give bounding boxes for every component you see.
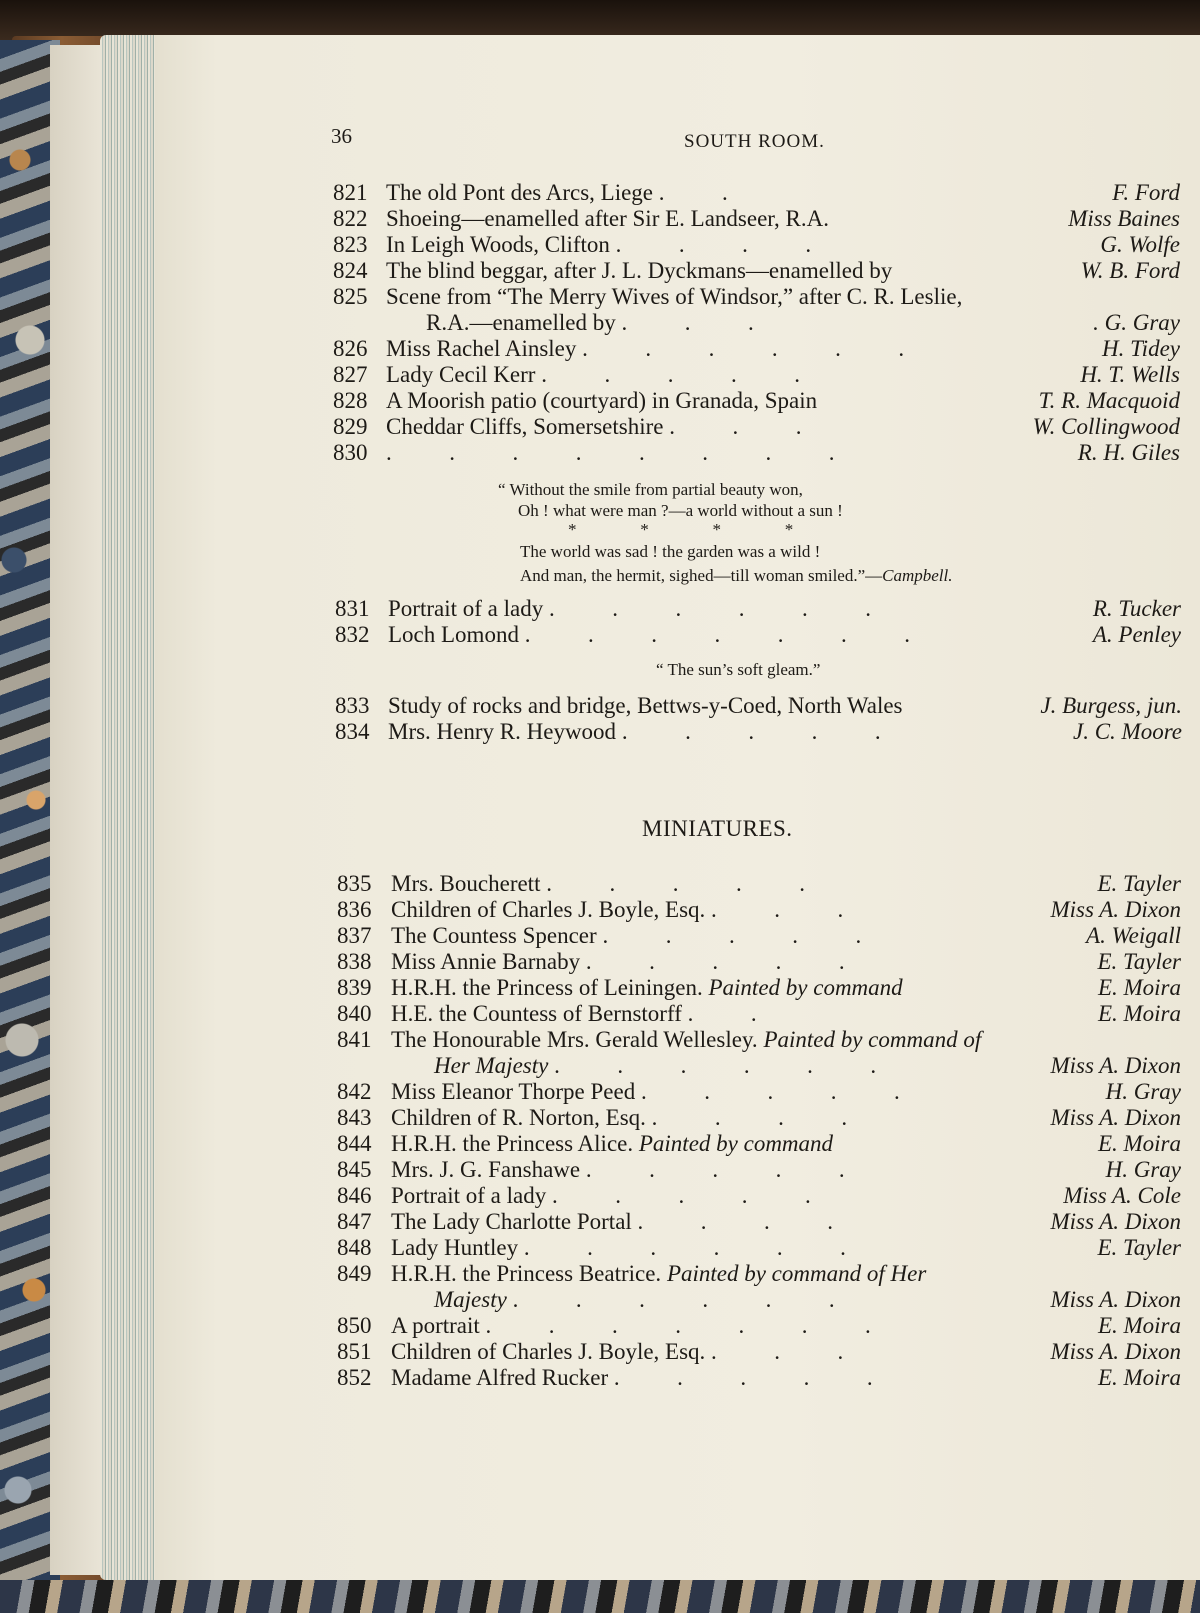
marbled-endpaper-bottom — [0, 1580, 1200, 1613]
entry-title-line — [386, 388, 817, 414]
entry-number: 821 — [333, 180, 368, 205]
entry-title-line — [434, 1287, 835, 1313]
entry-artist: T. R. Macquoid — [1038, 388, 1180, 413]
dot-leaders: . . . — [711, 897, 844, 922]
entry-number: 833 — [335, 693, 370, 718]
catalogue-entry — [0, 949, 1200, 977]
entry-number: 829 — [333, 414, 368, 439]
entry-title: The Lady Charlotte Portal — [391, 1209, 632, 1234]
entry-artist: W. B. Ford — [1080, 258, 1180, 283]
quote-line: “ Without the smile from partial beauty won, — [498, 480, 803, 499]
entry-title-line — [391, 1027, 981, 1053]
dot-leaders: . . — [687, 1001, 757, 1026]
quote-line — [520, 566, 953, 586]
dot-leaders: . . . . . — [541, 362, 800, 387]
entry-artist: A. Penley — [1092, 622, 1181, 647]
entry-artist: E. Moira — [1097, 1365, 1181, 1390]
entry-title: The Countess Spencer — [391, 923, 597, 948]
catalogue-entry — [0, 1261, 1200, 1289]
entry-title: Children of Charles J. Boyle, Esq. — [391, 897, 706, 922]
catalogue-entry — [0, 1339, 1200, 1367]
entry-title: Portrait of a lady — [391, 1183, 547, 1208]
entry-title-continuation: Her Majesty — [434, 1053, 549, 1078]
entry-title-line — [391, 897, 843, 923]
quote-line: “ The sun’s soft gleam.” — [656, 660, 821, 679]
entry-artist: A. Weigall — [1086, 923, 1181, 948]
entry-title: Portrait of a lady — [388, 596, 544, 621]
entry-title-line — [391, 1209, 833, 1235]
entry-artist: G. Wolfe — [1100, 232, 1180, 257]
dot-leaders: . . . — [711, 1339, 844, 1364]
entry-artist: Miss A. Dixon — [1050, 1339, 1181, 1364]
entry-title: Mrs. J. G. Fanshawe — [391, 1157, 581, 1182]
entry-title-line — [391, 975, 903, 1001]
entry-artist: E. Moira — [1097, 1001, 1181, 1026]
entry-title: Lady Cecil Kerr — [386, 362, 536, 387]
entry-artist: Miss A. Cole — [1063, 1183, 1181, 1208]
catalogue-entry — [0, 232, 1200, 260]
entry-title: Children of Charles J. Boyle, Esq. — [391, 1339, 706, 1364]
entry-title: In Leigh Woods, Clifton — [386, 232, 610, 257]
entry-number: 845 — [337, 1157, 372, 1182]
catalogue-entry — [0, 180, 1200, 208]
entry-number: 823 — [333, 232, 368, 257]
entry-title-line — [391, 1235, 846, 1261]
entry-title-line — [391, 1001, 757, 1027]
dot-leaders: . . . . . — [621, 719, 881, 744]
catalogue-entry — [0, 1235, 1200, 1263]
entry-number: 841 — [337, 1027, 372, 1052]
catalogue-entry — [0, 975, 1200, 1003]
entry-number: 835 — [337, 871, 372, 896]
entry-number: 822 — [333, 206, 368, 231]
entry-number: 825 — [333, 284, 368, 309]
dot-leaders: . . . . . . . . — [386, 440, 835, 465]
entry-title-line — [391, 1183, 811, 1209]
catalogue-entry — [0, 414, 1200, 442]
dot-leaders: . . . . — [615, 232, 812, 257]
entry-number: 828 — [333, 388, 368, 413]
dot-leaders: . . . . — [651, 1105, 848, 1130]
catalogue-entry — [0, 206, 1200, 234]
dot-leaders: . . . . . . — [582, 336, 905, 361]
catalogue-entry — [0, 362, 1200, 390]
catalogue-entry — [0, 440, 1200, 468]
entry-number: 839 — [337, 975, 372, 1000]
entry-number: 842 — [337, 1079, 372, 1104]
entry-number: 850 — [337, 1313, 372, 1338]
miniatures-heading: MINIATURES. — [642, 816, 793, 841]
entry-title-line — [426, 310, 754, 336]
dot-leaders: . . . . . — [613, 1365, 873, 1390]
dot-leaders: . . . — [669, 414, 802, 439]
catalogue-entry — [0, 897, 1200, 925]
entry-title-line — [391, 1131, 833, 1157]
entry-title: H.R.H. the Princess Beatrice. — [391, 1261, 662, 1286]
entry-title-line — [386, 362, 800, 388]
entry-title: A Moorish patio (courtyard) in Granada, Spain — [386, 388, 818, 413]
entry-title-line — [434, 1053, 876, 1079]
entry-number: 830 — [333, 440, 368, 465]
quote-line: The world was sad ! the garden was a wild ! — [520, 542, 821, 561]
entry-title: Miss Rachel Ainsley — [386, 336, 577, 361]
catalogue-entry — [0, 871, 1200, 899]
entry-title: Study of rocks and bridge, Bettws-y-Coed, North Wales — [388, 693, 903, 718]
catalogue-entry — [0, 923, 1200, 951]
entry-artist: Miss A. Dixon — [1050, 1209, 1181, 1234]
entry-artist: R. Tucker — [1092, 596, 1181, 621]
catalogue-entry — [0, 1105, 1200, 1133]
entry-number: 824 — [333, 258, 368, 283]
entry-title: Mrs. Henry R. Heywood — [388, 719, 617, 744]
entry-artist: E. Moira — [1097, 1131, 1181, 1156]
entry-title-line — [388, 622, 910, 648]
entry-note: Painted by command of — [763, 1027, 982, 1052]
dot-leaders: . . . . . — [546, 871, 805, 896]
entry-number: 834 — [335, 719, 370, 744]
catalogue-entry — [0, 719, 1200, 747]
book-cover-top — [0, 0, 1200, 40]
entry-artist: E. Tayler — [1097, 871, 1181, 896]
entry-title-line — [386, 206, 829, 232]
dot-leaders: . . . . . — [585, 949, 845, 974]
entry-artist: F. Ford — [1112, 180, 1180, 205]
catalogue-entry — [0, 596, 1200, 624]
entry-title-line — [391, 1313, 871, 1339]
entry-title: The old Pont des Arcs, Liege — [386, 180, 654, 205]
entry-artist: E. Tayler — [1097, 949, 1181, 974]
catalogue-entry — [0, 336, 1200, 364]
entry-title-line — [386, 258, 892, 284]
entry-title-line — [386, 414, 801, 440]
catalogue-entry — [0, 310, 1200, 338]
entry-number: 847 — [337, 1209, 372, 1234]
entry-number: 832 — [335, 622, 370, 647]
entry-artist: H. Tidey — [1102, 336, 1180, 361]
entry-title: Children of R. Norton, Esq. — [391, 1105, 646, 1130]
catalogue-entry — [0, 1183, 1200, 1211]
entry-number: 827 — [333, 362, 368, 387]
entry-title-line — [391, 1339, 843, 1365]
catalogue-entry — [0, 1287, 1200, 1315]
entry-title: Miss Eleanor Thorpe Peed — [391, 1079, 636, 1104]
catalogue-entry — [0, 388, 1200, 416]
entry-artist: E. Tayler — [1097, 1235, 1181, 1260]
entry-title: Shoeing—enamelled after Sir E. Landseer, R.A. — [386, 206, 829, 231]
dot-leaders: . . . . . . — [523, 1235, 846, 1260]
entry-number: 838 — [337, 949, 372, 974]
catalogue-entry — [0, 1079, 1200, 1107]
entry-artist: Miss A. Dixon — [1050, 1053, 1181, 1078]
entry-title-line — [388, 719, 881, 745]
entry-title: Miss Annie Barnaby — [391, 949, 581, 974]
entry-title: R.A.—enamelled by — [426, 310, 616, 335]
dot-leaders: . . — [658, 180, 728, 205]
dot-leaders: . . . . . . — [548, 596, 871, 621]
entry-title: H.R.H. the Princess Alice. — [391, 1131, 634, 1156]
entry-note: Painted by command — [638, 1131, 834, 1156]
entry-note: Painted by command of Her — [666, 1261, 927, 1286]
entry-title: The Honourable Mrs. Gerald Wellesley. — [391, 1027, 758, 1052]
quote-stars: * * * * — [568, 520, 794, 539]
entry-artist: H. Gray — [1105, 1157, 1181, 1182]
entry-title: Cheddar Cliffs, Somersetshire — [386, 414, 664, 439]
entry-title: The blind beggar, after J. L. Dyckmans—enamelled by — [386, 258, 893, 283]
entry-title-line — [391, 871, 805, 897]
dot-leaders: . . . . . . . — [485, 1313, 871, 1338]
entry-number: 852 — [337, 1365, 372, 1390]
entry-title-line — [386, 284, 962, 310]
dot-leaders: . . . . . — [602, 923, 862, 948]
entry-artist: J. Burgess, jun. — [1040, 693, 1182, 718]
entry-title: H.R.H. the Princess of Leiningen. — [391, 975, 703, 1000]
dot-leaders: . . . . . . . — [524, 622, 910, 647]
entry-artist: J. C. Moore — [1072, 719, 1182, 744]
catalogue-entry — [0, 693, 1200, 721]
entry-title: Madame Alfred Rucker — [391, 1365, 609, 1390]
entry-title-line — [388, 693, 903, 719]
entry-artist: Miss A. Dixon — [1050, 1287, 1181, 1312]
entry-number: 846 — [337, 1183, 372, 1208]
catalogue-entry — [0, 258, 1200, 286]
entry-title: Lady Huntley — [391, 1235, 519, 1260]
entry-number: 844 — [337, 1131, 372, 1156]
entry-artist: Miss Baines — [1068, 206, 1180, 231]
entry-title-line — [386, 180, 728, 206]
entry-note: Painted by command — [708, 975, 903, 1000]
entry-title-line — [386, 440, 835, 466]
dot-leaders: . . . . . — [640, 1079, 900, 1104]
entry-title-line — [386, 336, 904, 362]
entry-title: Mrs. Boucherett — [391, 871, 541, 896]
quote-attribution: Campbell. — [882, 566, 953, 585]
catalogue-entry — [0, 1157, 1200, 1185]
entry-title-line — [391, 923, 861, 949]
entry-title-line — [391, 1157, 845, 1183]
dot-leaders: . . . . . — [585, 1157, 845, 1182]
entry-title-line — [391, 1261, 926, 1287]
dot-leaders: . . . — [621, 310, 754, 335]
catalogue-entry — [0, 1365, 1200, 1393]
entry-number: 840 — [337, 1001, 372, 1026]
entry-number: 848 — [337, 1235, 372, 1260]
dot-leaders: . . . . — [637, 1209, 834, 1234]
entry-title: Loch Lomond — [388, 622, 519, 647]
catalogue-entry — [0, 1001, 1200, 1029]
dot-leaders: . . . . . . — [512, 1287, 835, 1312]
catalogue-entry — [0, 1313, 1200, 1341]
entry-title-line — [391, 1079, 900, 1105]
entry-number: 831 — [335, 596, 370, 621]
entry-title: Scene from “The Merry Wives of Windsor,” after C. R. Leslie, — [386, 284, 963, 309]
entry-title: H.E. the Countess of Bernstorff — [391, 1001, 682, 1026]
entry-title-line — [388, 596, 871, 622]
entry-number: 826 — [333, 336, 368, 361]
entry-artist: E. Moira — [1097, 1313, 1181, 1338]
entry-title-continuation: Majesty — [434, 1287, 507, 1312]
entry-artist: . G. Gray — [1093, 310, 1180, 335]
entry-title-line — [391, 949, 845, 975]
entry-artist: H. T. Wells — [1080, 362, 1180, 387]
quote-text: And man, the hermit, sighed—till woman smiled.”— — [520, 566, 883, 585]
entry-title-line — [386, 232, 811, 258]
entry-artist: W. Collingwood — [1032, 414, 1180, 439]
dot-leaders: . . . . . — [551, 1183, 811, 1208]
catalogue-entry — [0, 1027, 1200, 1055]
page-number: 36 — [331, 124, 352, 148]
catalogue-entry — [0, 1053, 1200, 1081]
catalogue-entry — [0, 1209, 1200, 1237]
catalogue-entry — [0, 622, 1200, 650]
entry-number: 851 — [337, 1339, 372, 1364]
entry-number: 837 — [337, 923, 372, 948]
entry-artist: Miss A. Dixon — [1050, 1105, 1181, 1130]
quote-line: Oh ! what were man ?—a world without a sun ! — [518, 501, 843, 520]
entry-number: 836 — [337, 897, 372, 922]
entry-artist: E. Moira — [1097, 975, 1181, 1000]
entry-number: 843 — [337, 1105, 372, 1130]
entry-artist: R. H. Giles — [1077, 440, 1180, 465]
entry-title-line — [391, 1365, 873, 1391]
running-head: SOUTH ROOM. — [684, 131, 825, 152]
entry-artist: Miss A. Dixon — [1050, 897, 1181, 922]
catalogue-entry — [0, 284, 1200, 312]
entry-number: 849 — [337, 1261, 372, 1286]
catalogue-entry — [0, 1131, 1200, 1159]
entry-artist: H. Gray — [1105, 1079, 1181, 1104]
entry-title: A portrait — [391, 1313, 480, 1338]
entry-title-line — [391, 1105, 847, 1131]
dot-leaders: . . . . . . — [554, 1053, 877, 1078]
